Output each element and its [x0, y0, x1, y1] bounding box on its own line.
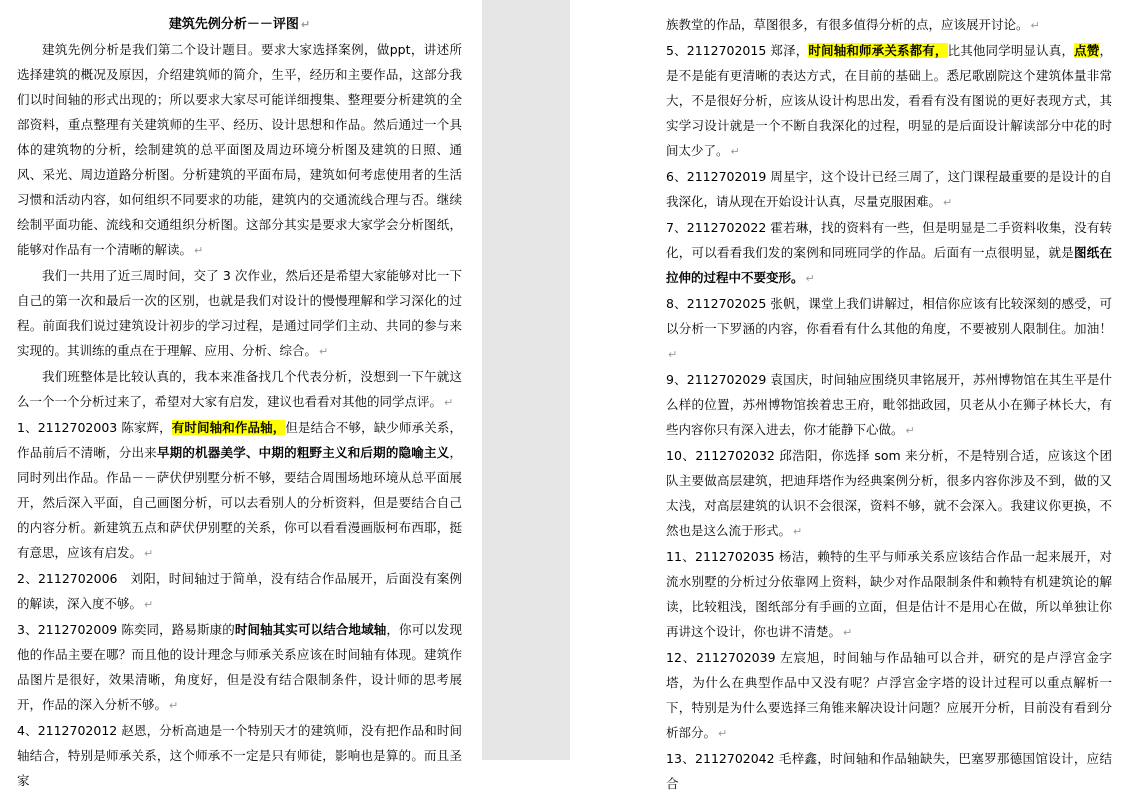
paragraph-mark: ↵	[730, 145, 740, 158]
page-text	[17, 12, 462, 793]
review-entry-5: 5、2112702015 郑泽，时间轴和师承关系都有，比其他同学明显认真，点赞，是不是能有更清晰的表达方式，在目前的基础上。悉尼歌剧院这个建筑体量非常大，不是很好分析，应该从设计构思出发，看看有没有图说的更好表现方式，其实学习设计就是一个不断自我深化的过程，明显的是后面设计解读部分中花的时间太少了。 ↵	[666, 43, 1112, 158]
document-page-left	[0, 0, 482, 788]
paragraph-mark: ↵	[1030, 19, 1040, 32]
highlight: 有时间轴和作品轴，	[171, 420, 286, 435]
review-entry-2: 2、2112702006 刘阳，时间轴过于简单，没有结合作品展开，后面没有案例的解读，深入度不够。 ↵	[17, 571, 462, 611]
review-entry-13: 13、2112702042 毛梓鑫，时间轴和作品轴缺失，巴塞罗那德国馆设计，应结合	[666, 751, 1112, 791]
bold-phrase: 早期的机器美学、中期的粗野主义和后期的隐喻主义	[156, 445, 450, 460]
review-entry-9: 9、2112702029 袁国庆，时间轴应围绕贝聿铭展开，苏州博物馆在其生平是什么样的位置，苏州博物馆挨着忠王府，毗邻拙政园，贝老从小在狮子林长大，有些内容你只有深入进去，你才能静下心做。 ↵	[666, 372, 1112, 437]
paragraph-mark: ↵	[194, 244, 204, 257]
highlight: 点赞	[1074, 43, 1100, 58]
review-entry-4-continued: 族教堂的作品，草图很多，有很多值得分析的点，应该展开讨论。 ↵	[666, 17, 1040, 32]
bold-phrase: 时间轴其实可以结合地域轴	[234, 622, 387, 637]
page-text	[666, 12, 1112, 796]
paragraph-mark: ↵	[843, 626, 853, 639]
paragraph-mark: ↵	[718, 727, 728, 740]
document-title: 建筑先例分析－－评图 ↵	[168, 17, 311, 32]
paragraph-intro: 建筑先例分析是我们第二个设计题目。要求大家选择案例，做ppt，讲述所选择建筑的概况及原因，介绍建筑师的简介，生平，经历和主要作品，这部分我们以时间轴的形式出现的；所以要求大家尽可能详细搜集、整理要分析建筑的全部资料，重点整理有关建筑师的生平、经历、设计思想和作品。然后通过一个具体的建筑物的分析，绘制建筑的总平面图及周边环境分析图及建筑的日照、通风、采光、周边道路分析图。分析建筑的平面布局，建筑如何考虑使用者的生活习惯和活动内容，如何组织不同要求的功能，建筑内的交通流线合理与否。继续绘制平面功能、流线和交通组织分析图。这部分其实是要求大家学会分析图纸，能够对作品有一个清晰的解读。 ↵	[17, 42, 462, 257]
paragraph-mark: ↵	[169, 699, 179, 712]
paragraph-process: 我们一共用了近三周时间，交了 3 次作业，然后还是希望大家能够对比一下自己的第一次和最后一次的区别，也就是我们对设计的慢慢理解和学习深化的过程。前面我们说过建筑设计初步的学习过程，是通过同学们主动、共同的参与来实现的。其训练的重点在于理解、应用、分析、综合。 ↵	[17, 268, 462, 358]
paragraph-mark: ↵	[905, 424, 915, 437]
highlight: 时间轴和师承关系都有，	[808, 43, 948, 58]
document-page-right	[570, 0, 1147, 791]
review-entry-3: 3、2112702009 陈奕同，路易斯康的时间轴其实可以结合地域轴，你可以发现他的作品主要在哪？而且他的设计理念与师承关系应该在时间轴有体现。建筑作品图片是很好，效果清晰，角度好，但是没有结合限制条件，设计师的思考展开，作品的深入分析不够。 ↵	[17, 622, 462, 712]
paragraph-mark: ↵	[444, 396, 454, 409]
review-entry-11: 11、2112702035 杨洁，赖特的生平与师承关系应该结合作品一起来展开，对流水别墅的分析过分依靠网上资料，缺少对作品限制条件和赖特有机建筑论的解读，比较粗浅，图纸部分有手画的立面，但是估计不是用心在做，所以单独让你再讲这个设计，你也讲不清楚。 ↵	[666, 549, 1112, 639]
review-entry-6: 6、2112702019 周星宇，这个设计已经三周了，这门课程最重要的是设计的自我深化，请从现在开始设计认真，尽量克服困难。 ↵	[666, 169, 1112, 209]
review-entry-7: 7、2112702022 霍若琳，找的资料有一些，但是明显是二手资料收集，没有转化，可以看看我们发的案例和同班同学的作品。后面有一点很明显，就是图纸在拉伸的过程中不要变形。 ↵	[666, 220, 1112, 285]
paragraph-summary: 我们班整体是比较认真的，我本来准备找几个代表分析，没想到一下午就这么一个一个分析过来了，希望对大家有启发，建议也看看对其他的同学点评。 ↵	[17, 369, 462, 409]
paragraph-mark: ↵	[805, 272, 815, 285]
review-entry-8: 8、2112702025 张帆，课堂上我们讲解过，相信你应该有比较深刻的感受，可以分析一下罗涵的内容，你看看有什么其他的角度，不要被别人限制住。加油！↵	[666, 296, 1112, 361]
paragraph-mark: ↵	[943, 196, 953, 209]
review-entry-12: 12、2112702039 左宸旭，时间轴与作品轴可以合并，研究的是卢浮宫金字塔，为什么在典型作品中又没有呢？卢浮宫金字塔的设计过程可以重点解析一下，特别是为什么要选择三角锥来解决设计问题？应展开分析，目前没有看到分析部分。 ↵	[666, 650, 1112, 740]
review-entry-4: 4、2112702012 赵恩，分析高迪是一个特别天才的建筑师，没有把作品和时间轴结合，特别是师承关系，这个师承不一定是只有师徒，影响也是算的。而且圣家	[17, 723, 462, 788]
paragraph-mark: ↵	[144, 547, 154, 560]
page-gap	[482, 0, 570, 760]
review-entry-10: 10、2112702032 邱浩阳，你选择 som 来分析，不是特别合适，应该这个团队主要做高层建筑，把迪拜塔作为经典案例分析，很多内容你涉及不到，做的又太浅，对高层建筑的认识不会很深，资料不够，就不会深入。我建议你更换，不然也是这么流于形式。 ↵	[666, 448, 1112, 538]
paragraph-mark: ↵	[319, 345, 329, 358]
paragraph-mark: ↵	[300, 18, 311, 31]
paragraph-mark: ↵	[668, 348, 678, 361]
paragraph-mark: ↵	[144, 598, 154, 611]
bold-phrase: 图纸在拉伸的过程中不要变形。	[666, 245, 1112, 285]
review-entry-1: 1、2112702003 陈家辉，有时间轴和作品轴，但是结合不够，缺少师承关系，作品前后不清晰，分出来早期的机器美学、中期的粗野主义和后期的隐喻主义，同时列出作品。作品－－萨伏伊别墅分析不够，要结合周围场地环境从总平面展开，然后深入平面，自己画图分析，可以去看别人的分析资料，但是要结合自己的内容分析。新建筑五点和萨伏伊别墅的关系，你可以看看漫画版柯布西耶，挺有意思，应该有启发。 ↵	[17, 420, 462, 560]
paragraph-mark: ↵	[793, 525, 803, 538]
